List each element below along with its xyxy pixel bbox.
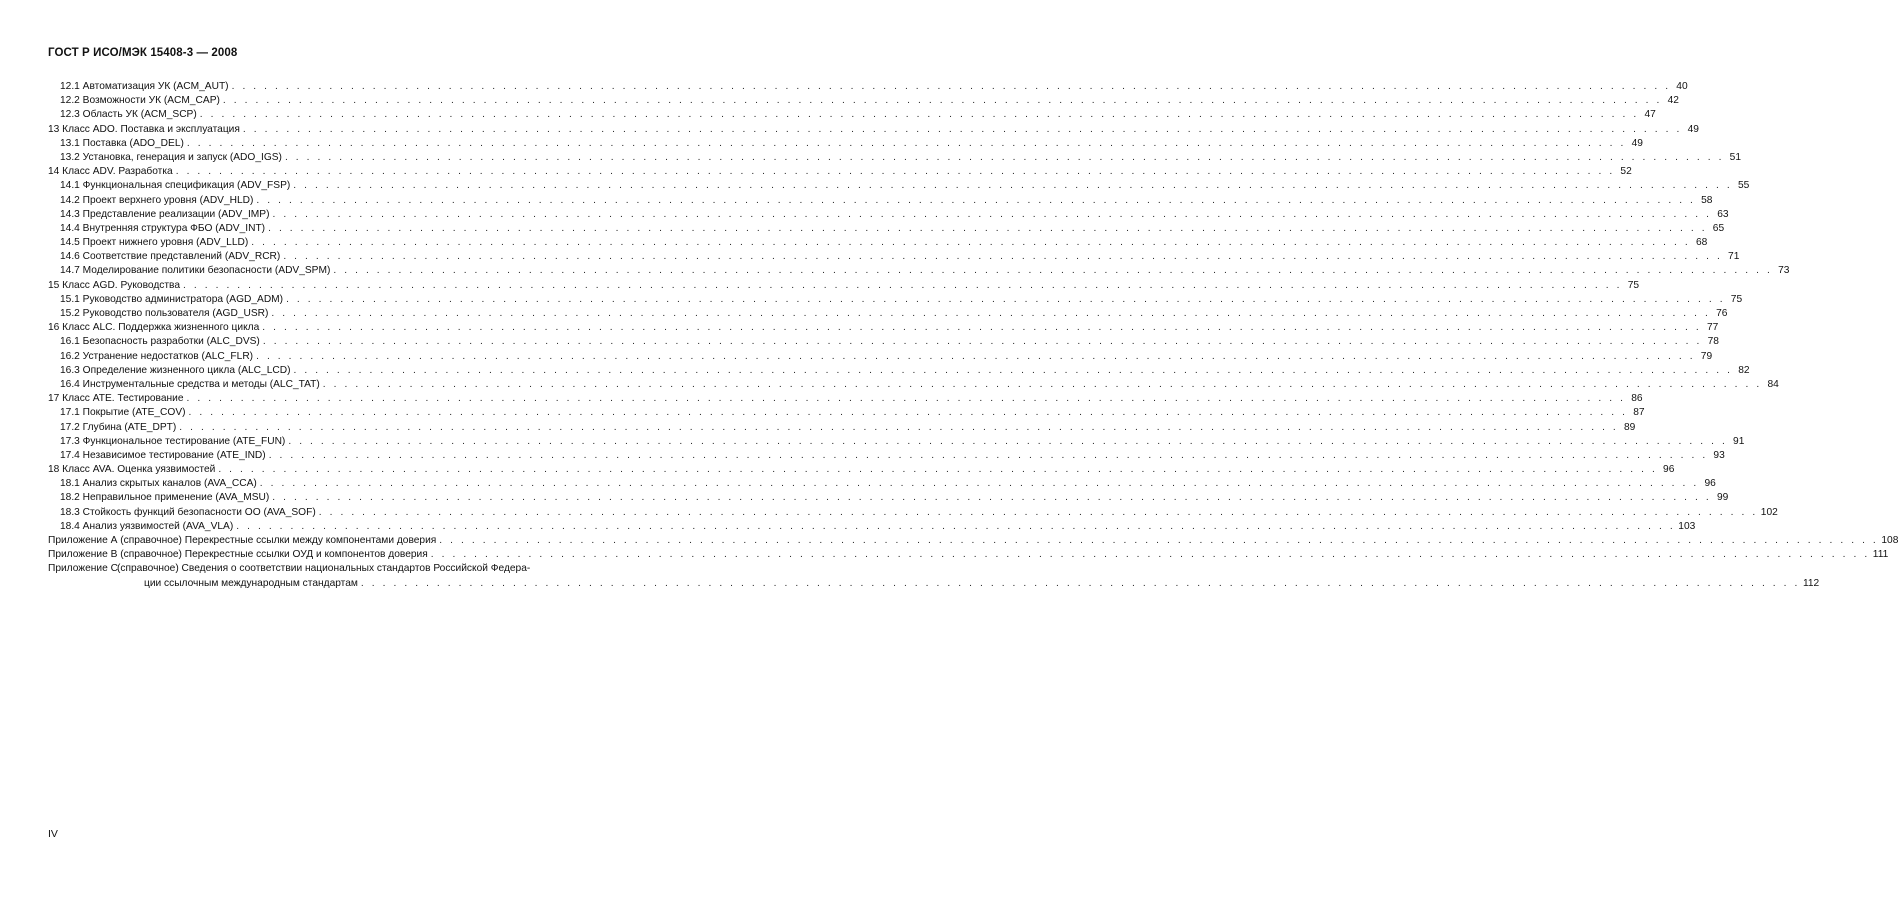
- toc-entry-title: 12.2 Возможности УК (ACM_CAP): [60, 95, 220, 107]
- toc-entry-title: 16 Класс ALC. Поддержка жизненного цикла: [48, 322, 260, 334]
- toc-entry: [48, 307, 1728, 321]
- toc-leader-dots: [333, 264, 1772, 278]
- toc-entry-title: 18.2 Неправильное применение (AVA_MSU): [60, 492, 270, 504]
- toc-entry-title: 12.3 Область УК (ACM_SCP): [60, 109, 197, 121]
- toc-entry: [48, 236, 1708, 250]
- toc-entry-title: 13.2 Установка, генерация и запуск (ADO_IGS): [60, 151, 282, 163]
- toc-entry-page: 47: [1644, 109, 1656, 121]
- toc-entry-page: 52: [1620, 166, 1632, 178]
- toc-entry-page: 71: [1728, 251, 1740, 263]
- toc-entry: [48, 364, 1750, 378]
- toc-leader-dots: [243, 123, 1682, 137]
- toc-entry-page: 93: [1713, 449, 1725, 461]
- toc-entry: [48, 477, 1716, 491]
- toc-entry-page: 82: [1738, 364, 1750, 376]
- toc-entry: [48, 179, 1750, 193]
- toc-entry-page: 55: [1737, 180, 1750, 192]
- toc-entry-page: 73: [1778, 265, 1790, 277]
- toc-entry-page: 42: [1667, 95, 1679, 107]
- toc-leader-dots: [323, 378, 1762, 392]
- toc-leader-dots: [236, 520, 1675, 534]
- toc-entry-title: 15 Класс AGD. Руководства: [48, 279, 180, 291]
- toc-entry-page: 75: [1627, 279, 1640, 291]
- toc-entry-page: 79: [1700, 350, 1713, 362]
- toc-leader-dots: [283, 250, 1722, 264]
- toc-entry-title: 18.3 Стойкость функций безопасности ОО (AVA_SOF): [60, 506, 316, 518]
- toc-leader-dots: [319, 506, 1758, 520]
- table-of-contents: [48, 80, 1898, 591]
- toc-entry: [48, 406, 1645, 420]
- toc-leader-dots: [232, 80, 1671, 94]
- toc-entry-page: 49: [1631, 137, 1643, 149]
- toc-entry: [48, 520, 1696, 534]
- toc-entry-title: 13 Класс ADO. Поставка и эксплуатация: [48, 123, 240, 135]
- toc-entry: [48, 264, 1790, 278]
- toc-entry-page: 84: [1767, 378, 1779, 390]
- toc-entry: [48, 449, 1725, 463]
- toc-entry-page: 63: [1717, 208, 1729, 220]
- toc-entry-title: 16.2 Устранение недостатков (ALC_FLR): [60, 350, 254, 362]
- toc-entry-title: 17.4 Независимое тестирование (ATE_IND): [60, 449, 266, 461]
- toc-entry: [48, 321, 1719, 335]
- toc-leader-dots: [218, 463, 1657, 477]
- toc-leader-dots: [272, 208, 1711, 222]
- toc-entry-page: 103: [1678, 520, 1696, 532]
- toc-entry: [48, 151, 1741, 165]
- toc-entry-title: 14.6 Соответствие представлений (ADV_RCR): [60, 251, 281, 263]
- toc-leader-dots: [256, 350, 1695, 364]
- toc-entry: [48, 378, 1779, 392]
- toc-leader-dots: [187, 137, 1626, 151]
- toc-entry-title: 14.7 Моделирование политики безопасности (ADV_SPM): [60, 265, 331, 277]
- appendix-c-body: [117, 562, 1819, 590]
- toc-entry-title: 14 Класс ADV. Разработка: [48, 166, 173, 178]
- toc-entry-page: 89: [1624, 421, 1636, 433]
- toc-leader-dots: [286, 293, 1725, 307]
- toc-entry: [48, 421, 1636, 435]
- toc-entry: [48, 80, 1688, 94]
- toc-entry: [48, 222, 1725, 236]
- toc-leader-dots: [263, 335, 1702, 349]
- toc-leader-dots: [200, 108, 1639, 122]
- toc-entry-page: 108: [1881, 535, 1898, 546]
- toc-leader-dots: [288, 435, 1727, 449]
- toc-entry: [48, 250, 1740, 264]
- toc-leader-dots: [189, 406, 1628, 420]
- toc-leader-dots: [183, 279, 1622, 293]
- toc-entry-page: 111: [1872, 549, 1889, 561]
- toc-entry-title: 12.1 Автоматизация УК (ACM_AUT): [60, 81, 229, 92]
- page-number: IV: [48, 828, 58, 840]
- toc-entry: [48, 94, 1679, 108]
- toc-entry-title: 14.5 Проект нижнего уровня (ADV_LLD): [60, 237, 249, 249]
- toc-entry: [48, 335, 1719, 349]
- toc-entry: [48, 165, 1632, 179]
- toc-entry: [48, 137, 1643, 151]
- toc-entry-title: 14.4 Внутренняя структура ФБО (ADV_INT): [60, 222, 266, 234]
- toc-leader-dots: [285, 151, 1724, 165]
- toc-entry-title: 13.1 Поставка (ADO_DEL): [60, 137, 184, 149]
- toc-leader-dots: [431, 548, 1870, 562]
- toc-entry: [48, 279, 1640, 293]
- toc-entry-page: 65: [1712, 222, 1725, 234]
- toc-entry-page: 58: [1701, 194, 1713, 206]
- appendix-c-line1: (справочное) Сведения о соответствии национальных стандартов Российской Федера-: [117, 563, 531, 575]
- appendix-c-line2: ции ссылочным международным стандартам: [144, 577, 358, 589]
- toc-entry-title: 18.4 Анализ уязвимостей (AVA_VLA): [60, 520, 234, 532]
- toc-entry-title: 15.2 Руководство пользователя (AGD_USR): [60, 308, 269, 319]
- toc-leader-dots: [262, 321, 1701, 335]
- toc-entry: [48, 534, 1898, 548]
- toc-leader-dots: [179, 421, 1618, 435]
- toc-entry: [48, 463, 1675, 477]
- toc-leader-dots: [176, 165, 1615, 179]
- toc-entry: [48, 123, 1699, 137]
- toc-entry-title: 16.1 Безопасность разработки (ALC_DVS): [60, 336, 260, 348]
- toc-leader-dots: [439, 534, 1878, 548]
- toc-leader-dots: [271, 307, 1710, 321]
- toc-entry: [48, 548, 1889, 562]
- toc-entry-page: 51: [1729, 151, 1741, 163]
- toc-entry-page: 40: [1676, 81, 1688, 92]
- toc-entry-page: 96: [1663, 464, 1675, 476]
- toc-entry-page: 75: [1730, 293, 1743, 305]
- toc-entry-page: 49: [1687, 123, 1699, 135]
- toc-entry-page: 76: [1716, 308, 1728, 319]
- toc-entry-page: 86: [1631, 393, 1643, 405]
- toc-entry-title: 14.1 Функциональная спецификация (ADV_FSP): [60, 180, 291, 192]
- toc-entry-title: 15.1 Руководство администратора (AGD_ADM): [60, 293, 284, 305]
- toc-entry: [48, 491, 1729, 505]
- toc-entry-page: 68: [1695, 237, 1708, 249]
- toc-leader-dots: [293, 179, 1732, 193]
- toc-entry-title: 14.3 Представление реализации (ADV_IMP): [60, 208, 270, 220]
- toc-entry-title: 18.1 Анализ скрытых каналов (AVA_CCA): [60, 478, 257, 490]
- toc-entry-page: 99: [1717, 492, 1729, 504]
- toc-entry-page: 77: [1706, 322, 1719, 334]
- toc-entry: [48, 208, 1729, 222]
- toc-leader-dots: [272, 491, 1711, 505]
- toc-entry: [48, 108, 1656, 122]
- toc-entry: [48, 350, 1713, 364]
- toc-entry: [48, 392, 1643, 406]
- toc-entry-page: 91: [1733, 435, 1745, 447]
- toc-leader-dots: [251, 236, 1690, 250]
- toc-entry-page: 112: [1802, 577, 1820, 589]
- toc-entry-appendix-c: [48, 562, 1820, 590]
- document-header: ГОСТ Р ИСО/МЭК 15408-3 — 2008: [48, 47, 238, 59]
- toc-entry-page: 102: [1760, 506, 1778, 518]
- toc-leader-dots: [223, 94, 1662, 108]
- toc-entry: [48, 506, 1778, 520]
- toc-entry-page: 87: [1633, 407, 1645, 419]
- toc-leader-dots: [256, 194, 1695, 208]
- toc-entry-title: Приложение А (справочное) Перекрестные ссылки между компонентами доверия: [48, 535, 437, 546]
- toc-entry-title: 17.1 Покрытие (ATE_COV): [60, 407, 186, 419]
- toc-leader-dots: [269, 449, 1708, 463]
- toc-entry: [48, 194, 1713, 208]
- toc-entry: [48, 435, 1745, 449]
- toc-entry-title: 16.4 Инструментальные средства и методы (ALC_TAT): [60, 378, 320, 390]
- appendix-c-line2-row: [117, 577, 1819, 591]
- toc-entry: [48, 293, 1743, 307]
- toc-entry-title: Приложение В (справочное) Перекрестные ссылки ОУД и компонентов доверия: [48, 549, 428, 561]
- toc-entry-title: 17.3 Функциональное тестирование (ATE_FUN): [60, 435, 286, 447]
- toc-entry-title: 18 Класс AVA. Оценка уязвимостей: [48, 464, 216, 476]
- toc-entry-title: 16.3 Определение жизненного цикла (ALC_LCD): [60, 364, 291, 376]
- toc-leader-dots: [293, 364, 1732, 378]
- toc-entry-title: 14.2 Проект верхнего уровня (ADV_HLD): [60, 194, 254, 206]
- toc-leader-dots: [268, 222, 1707, 236]
- toc-entry-title: 17.2 Глубина (ATE_DPT): [60, 421, 177, 433]
- toc-entry-page: 78: [1707, 336, 1719, 348]
- toc-entry-title: Приложение С: [48, 563, 118, 575]
- toc-entry-page: 96: [1704, 478, 1716, 490]
- toc-entry-title: 17 Класс ATE. Тестирование: [48, 393, 184, 405]
- toc-leader-dots: [187, 392, 1626, 406]
- toc-leader-dots: [361, 577, 1800, 591]
- toc-leader-dots: [260, 477, 1699, 491]
